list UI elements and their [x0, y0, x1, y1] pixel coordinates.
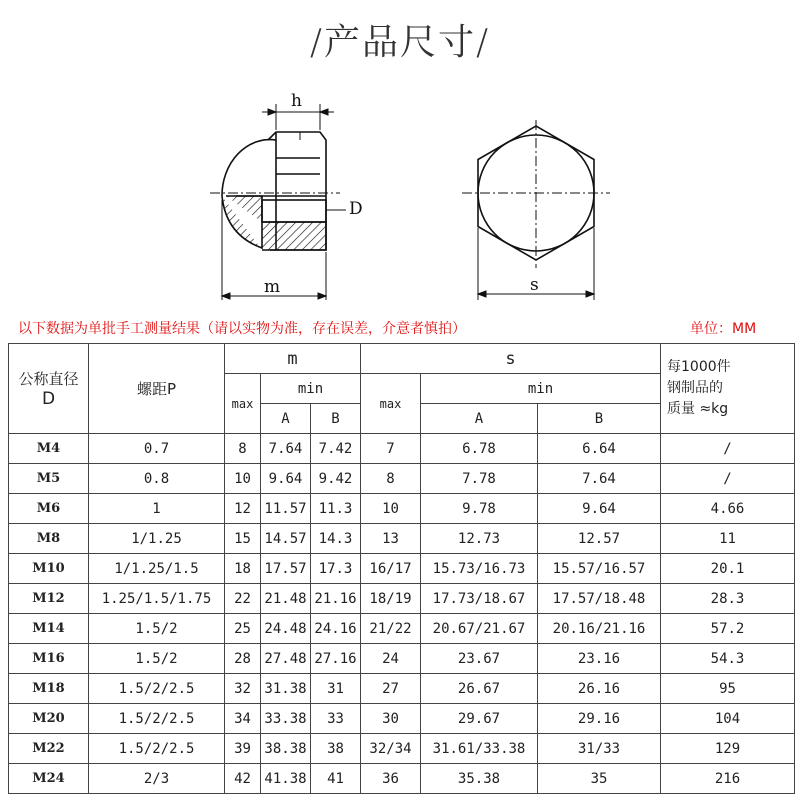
- cell-m-max: 42: [225, 764, 261, 794]
- cell-m-min-a: 7.64: [261, 434, 311, 464]
- cell-m-max: 12: [225, 494, 261, 524]
- cell-s-min-a: 12.73: [421, 524, 538, 554]
- cell-size: M14: [9, 614, 89, 644]
- table-row: [9, 734, 795, 764]
- cell-pitch: 1.5/2: [89, 644, 225, 674]
- cell-m-max: 8: [225, 434, 261, 464]
- cell-size: M20: [9, 704, 89, 734]
- cell-size: M18: [9, 674, 89, 704]
- cell-s-max: 16/17: [361, 554, 421, 584]
- cell-weight: /: [661, 434, 795, 464]
- cell-weight: 129: [661, 734, 795, 764]
- table-row: [9, 644, 795, 674]
- cell-m-min-b: 7.42: [311, 434, 361, 464]
- cell-weight: 216: [661, 764, 795, 794]
- cell-s-min-a: 29.67: [421, 704, 538, 734]
- cell-s-min-b: 12.57: [538, 524, 661, 554]
- cell-s-min-b: 6.64: [538, 434, 661, 464]
- cell-m-max: 15: [225, 524, 261, 554]
- cell-m-min-a: 33.38: [261, 704, 311, 734]
- cell-s-min-b: 29.16: [538, 704, 661, 734]
- cell-size: M5: [9, 464, 89, 494]
- cell-m-max: 39: [225, 734, 261, 764]
- cell-m-min-a: 21.48: [261, 584, 311, 614]
- cell-s-max: 7: [361, 434, 421, 464]
- cell-m-min-a: 27.48: [261, 644, 311, 674]
- cell-size: M10: [9, 554, 89, 584]
- cell-pitch: 1/1.25: [89, 524, 225, 554]
- label-s: s: [530, 275, 539, 295]
- cell-pitch: 1.5/2/2.5: [89, 674, 225, 704]
- cell-pitch: 1/1.25/1.5: [89, 554, 225, 584]
- cell-s-max: 30: [361, 704, 421, 734]
- cell-m-min-b: 24.16: [311, 614, 361, 644]
- cell-s-min-a: 17.73/18.67: [421, 584, 538, 614]
- cell-s-min-b: 20.16/21.16: [538, 614, 661, 644]
- unit-label: 单位：MM: [690, 321, 757, 337]
- cell-m-min-b: 9.42: [311, 464, 361, 494]
- cell-weight: 28.3: [661, 584, 795, 614]
- cell-pitch: 0.8: [89, 464, 225, 494]
- cell-size: M8: [9, 524, 89, 554]
- cell-size: M4: [9, 434, 89, 464]
- cell-s-min-a: 15.73/16.73: [421, 554, 538, 584]
- table-row: [9, 704, 795, 734]
- table-row: [9, 764, 795, 794]
- cell-pitch: 1.5/2/2.5: [89, 734, 225, 764]
- cell-weight: 11: [661, 524, 795, 554]
- cell-s-min-a: 35.38: [421, 764, 538, 794]
- cell-s-min-b: 7.64: [538, 464, 661, 494]
- header-s: s: [361, 344, 661, 374]
- cell-m-max: 10: [225, 464, 261, 494]
- cell-m-max: 18: [225, 554, 261, 584]
- header-nominal-d: D: [41, 388, 56, 409]
- cell-m-max: 25: [225, 614, 261, 644]
- cell-m-min-a: 11.57: [261, 494, 311, 524]
- cell-weight: 20.1: [661, 554, 795, 584]
- header-s-b: B: [538, 404, 661, 434]
- cell-s-max: 36: [361, 764, 421, 794]
- table-row: [9, 674, 795, 704]
- table-row: [9, 584, 795, 614]
- header-nominal-diameter: [9, 344, 89, 434]
- cell-size: M16: [9, 644, 89, 674]
- cell-m-max: 32: [225, 674, 261, 704]
- cell-m-min-b: 31: [311, 674, 361, 704]
- header-weight-line1: 每1000件: [667, 359, 731, 375]
- cell-s-min-b: 26.16: [538, 674, 661, 704]
- cell-pitch: 1.25/1.5/1.75: [89, 584, 225, 614]
- cell-size: M12: [9, 584, 89, 614]
- table-row: [9, 554, 795, 584]
- cell-size: M24: [9, 764, 89, 794]
- cell-size: M22: [9, 734, 89, 764]
- cell-s-min-b: 35: [538, 764, 661, 794]
- cell-s-min-b: 17.57/18.48: [538, 584, 661, 614]
- cell-m-min-b: 38: [311, 734, 361, 764]
- cell-m-min-b: 27.16: [311, 644, 361, 674]
- table-row: [9, 464, 795, 494]
- cell-s-min-b: 23.16: [538, 644, 661, 674]
- cell-m-max: 34: [225, 704, 261, 734]
- cell-weight: /: [661, 464, 795, 494]
- cell-s-min-a: 31.61/33.38: [421, 734, 538, 764]
- header-s-a: A: [421, 404, 538, 434]
- header-m: m: [225, 344, 361, 374]
- header-nominal-diameter-label: 公称直径: [18, 369, 79, 388]
- cell-weight: 95: [661, 674, 795, 704]
- cell-m-min-a: 14.57: [261, 524, 311, 554]
- cell-s-min-b: 15.57/16.57: [538, 554, 661, 584]
- header-s-max: max: [361, 374, 421, 434]
- cell-s-max: 8: [361, 464, 421, 494]
- header-m-b: B: [311, 404, 361, 434]
- cell-s-min-a: 7.78: [421, 464, 538, 494]
- cell-pitch: 2/3: [89, 764, 225, 794]
- cell-m-min-a: 24.48: [261, 614, 311, 644]
- cell-m-min-a: 41.38: [261, 764, 311, 794]
- header-m-a: A: [261, 404, 311, 434]
- cell-m-min-b: 41: [311, 764, 361, 794]
- cell-m-min-b: 17.3: [311, 554, 361, 584]
- header-s-min: min: [421, 374, 661, 404]
- cell-s-min-a: 20.67/21.67: [421, 614, 538, 644]
- cell-s-max: 13: [361, 524, 421, 554]
- header-weight-line2: 钢制品的: [667, 380, 723, 396]
- cell-s-max: 10: [361, 494, 421, 524]
- cell-m-min-a: 31.38: [261, 674, 311, 704]
- cell-weight: 104: [661, 704, 795, 734]
- cell-s-min-a: 23.67: [421, 644, 538, 674]
- cell-weight: 57.2: [661, 614, 795, 644]
- label-m: m: [264, 277, 281, 297]
- cell-pitch: 1: [89, 494, 225, 524]
- cell-m-min-a: 17.57: [261, 554, 311, 584]
- header-m-min: min: [261, 374, 361, 404]
- cell-s-min-b: 31/33: [538, 734, 661, 764]
- cell-weight: 4.66: [661, 494, 795, 524]
- label-h: h: [291, 91, 302, 111]
- spec-table: [8, 343, 795, 794]
- cell-s-min-a: 6.78: [421, 434, 538, 464]
- side-view-drawing: [222, 132, 346, 250]
- cell-s-min-a: 9.78: [421, 494, 538, 524]
- cell-size: M6: [9, 494, 89, 524]
- header-pitch: 螺距P: [89, 344, 225, 434]
- cell-m-max: 22: [225, 584, 261, 614]
- cell-m-max: 28: [225, 644, 261, 674]
- table-row: [9, 614, 795, 644]
- cell-s-max: 27: [361, 674, 421, 704]
- cell-m-min-b: 33: [311, 704, 361, 734]
- cell-s-min-a: 26.67: [421, 674, 538, 704]
- header-weight-line3: 质量 ≈kg: [667, 401, 729, 417]
- cell-m-min-b: 21.16: [311, 584, 361, 614]
- cell-m-min-b: 11.3: [311, 494, 361, 524]
- header-weight: [661, 344, 795, 434]
- table-row: [9, 434, 795, 464]
- cell-m-min-a: 38.38: [261, 734, 311, 764]
- cell-pitch: 1.5/2: [89, 614, 225, 644]
- cell-s-max: 32/34: [361, 734, 421, 764]
- table-row: [9, 524, 795, 554]
- cell-s-max: 21/22: [361, 614, 421, 644]
- cell-s-max: 18/19: [361, 584, 421, 614]
- page-title: /产品尺寸/: [309, 22, 491, 63]
- measurement-note: 以下数据为单批手工测量结果（请以实物为准，存在误差，介意者慎拍）: [18, 321, 466, 337]
- cell-pitch: 1.5/2/2.5: [89, 704, 225, 734]
- label-d: D: [349, 199, 363, 219]
- cell-m-min-b: 14.3: [311, 524, 361, 554]
- cell-m-min-a: 9.64: [261, 464, 311, 494]
- cell-s-min-b: 9.64: [538, 494, 661, 524]
- cell-s-max: 24: [361, 644, 421, 674]
- table-row: [9, 494, 795, 524]
- technical-drawing: [0, 80, 800, 310]
- cell-weight: 54.3: [661, 644, 795, 674]
- cell-pitch: 0.7: [89, 434, 225, 464]
- header-m-max: max: [225, 374, 261, 434]
